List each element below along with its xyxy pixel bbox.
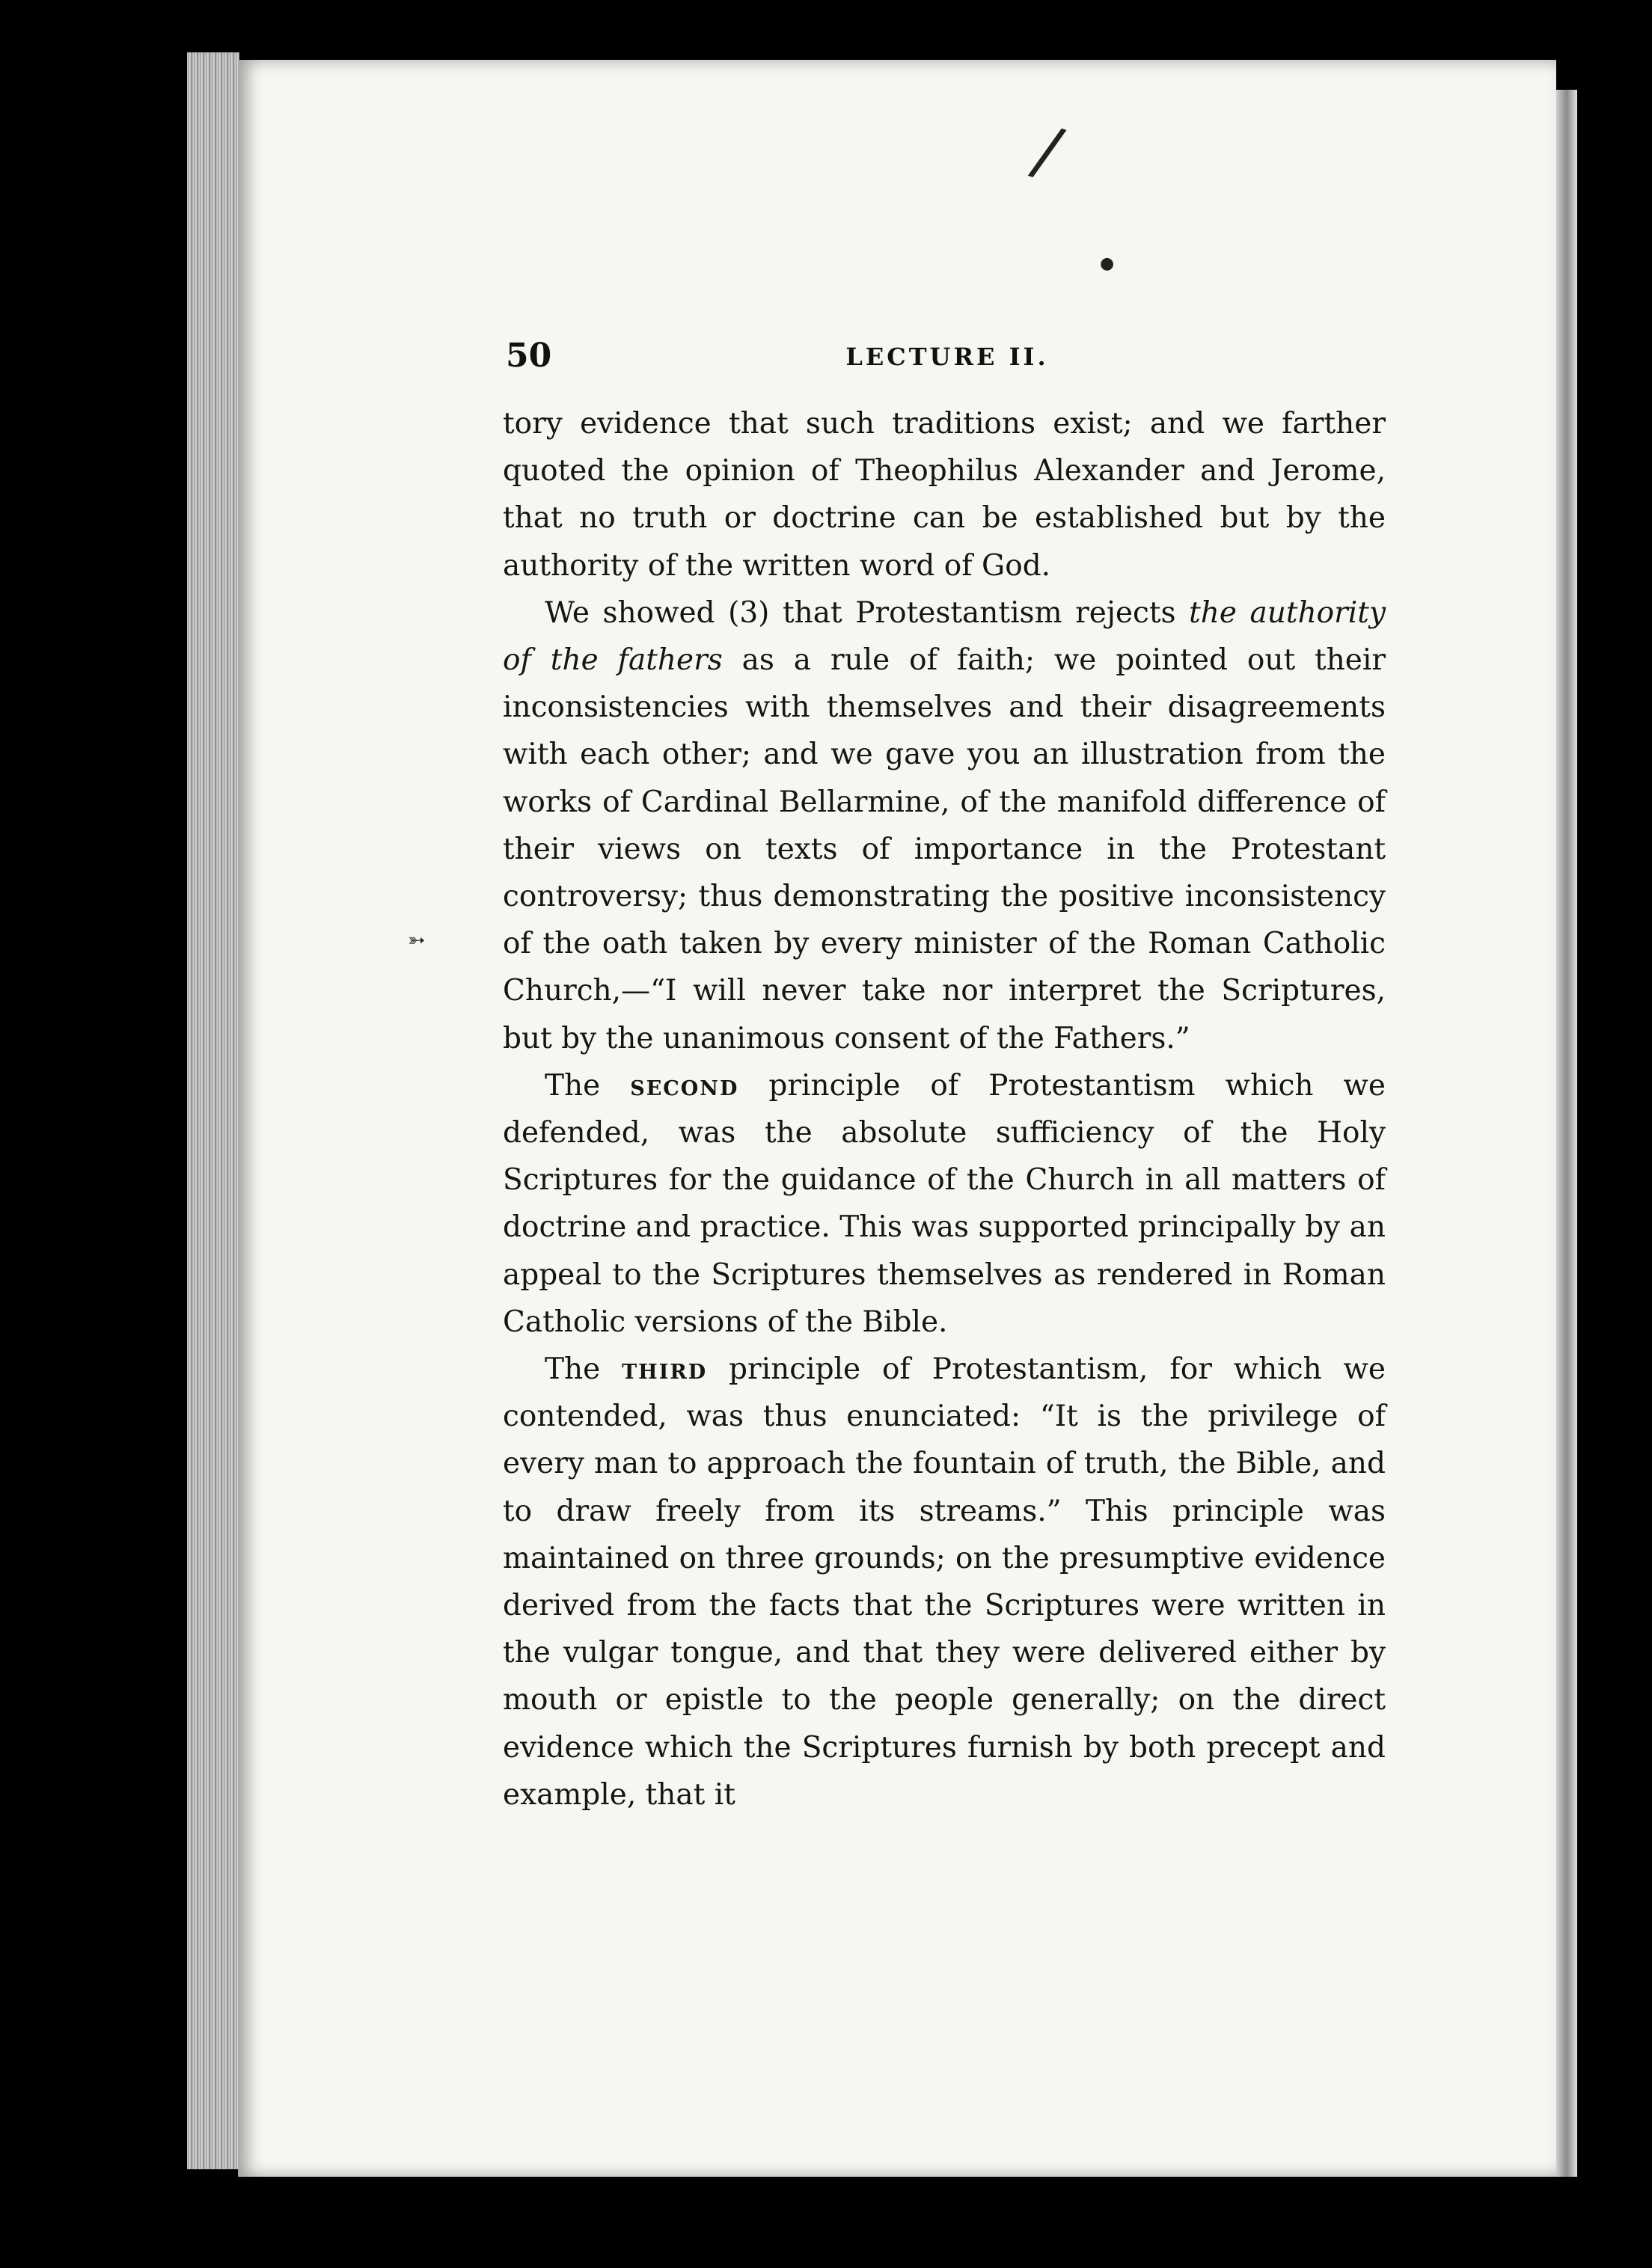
smallcaps-word: third (622, 1352, 708, 1387)
paragraph-second-principle (503, 1062, 1386, 1346)
ink-blot-mark: ● (1100, 254, 1115, 273)
paragraph-text: The (545, 1352, 622, 1387)
margin-pointer-mark: ➳ (408, 928, 426, 952)
paragraph-continuation (503, 400, 1386, 589)
pencil-stroke-mark: / (1024, 110, 1071, 193)
lecture-title: LECTURE II. (845, 343, 1049, 371)
paragraph-text: as a rule of faith; we pointed out their inconsistencies with themselves and their disagreements with each other; and we gave you an illustration from the works of Cardinal Bellarmine, of the manifold difference of their views on texts of importance in the Protestant controversy; thus demonstrating the positive inconsistency of the oath taken by every minister of the Roman Catholic Church,—“I will never take nor interpret the Scriptures, but by the unanimous consent of the Fathers.” (503, 643, 1386, 1055)
italic-phrase: the authority of the fathers (503, 595, 1386, 678)
smallcaps-word: second (630, 1067, 739, 1103)
paragraph-text: The (545, 1068, 631, 1103)
book-right-edge (1556, 90, 1577, 2177)
running-head (506, 329, 1389, 389)
book-page-edges (187, 52, 239, 2169)
paragraph-fathers (503, 589, 1386, 1062)
paragraph-text: principle of Protestantism which we defended, was the absolute sufficiency of the Holy Scriptures for the guidance of the Church in all matters of doctrine and practice. This was supported principally by an appeal to the Scriptures themselves as rendered in Roman Catholic versions of the Bible. (503, 1068, 1386, 1339)
paragraph-third-principle (503, 1346, 1386, 1818)
paragraph-text: tory evidence that such traditions exist; and we farther quoted the opinion of Theophilus Alexander and Jerome, that no truth or doctrine can be established but by the authority of the written word of God. (503, 407, 1386, 583)
page-number: 50 (506, 337, 552, 375)
body-text (503, 400, 1386, 1818)
paragraph-text: principle of Protestantism, for which we contended, was thus enunciated: “It is the privilege of every man to approach the fountain of truth, the Bible, and to draw freely from its streams.” This principle was maintained on three grounds; on the presumptive evidence derived from the facts that the Scriptures were written in the vulgar tongue, and that they were delivered either by mouth or epistle to the people generally; on the direct evidence which the Scriptures furnish by both precept and example, that it (503, 1352, 1386, 1812)
paragraph-text: We showed (3) that Protestantism rejects (545, 595, 1190, 630)
